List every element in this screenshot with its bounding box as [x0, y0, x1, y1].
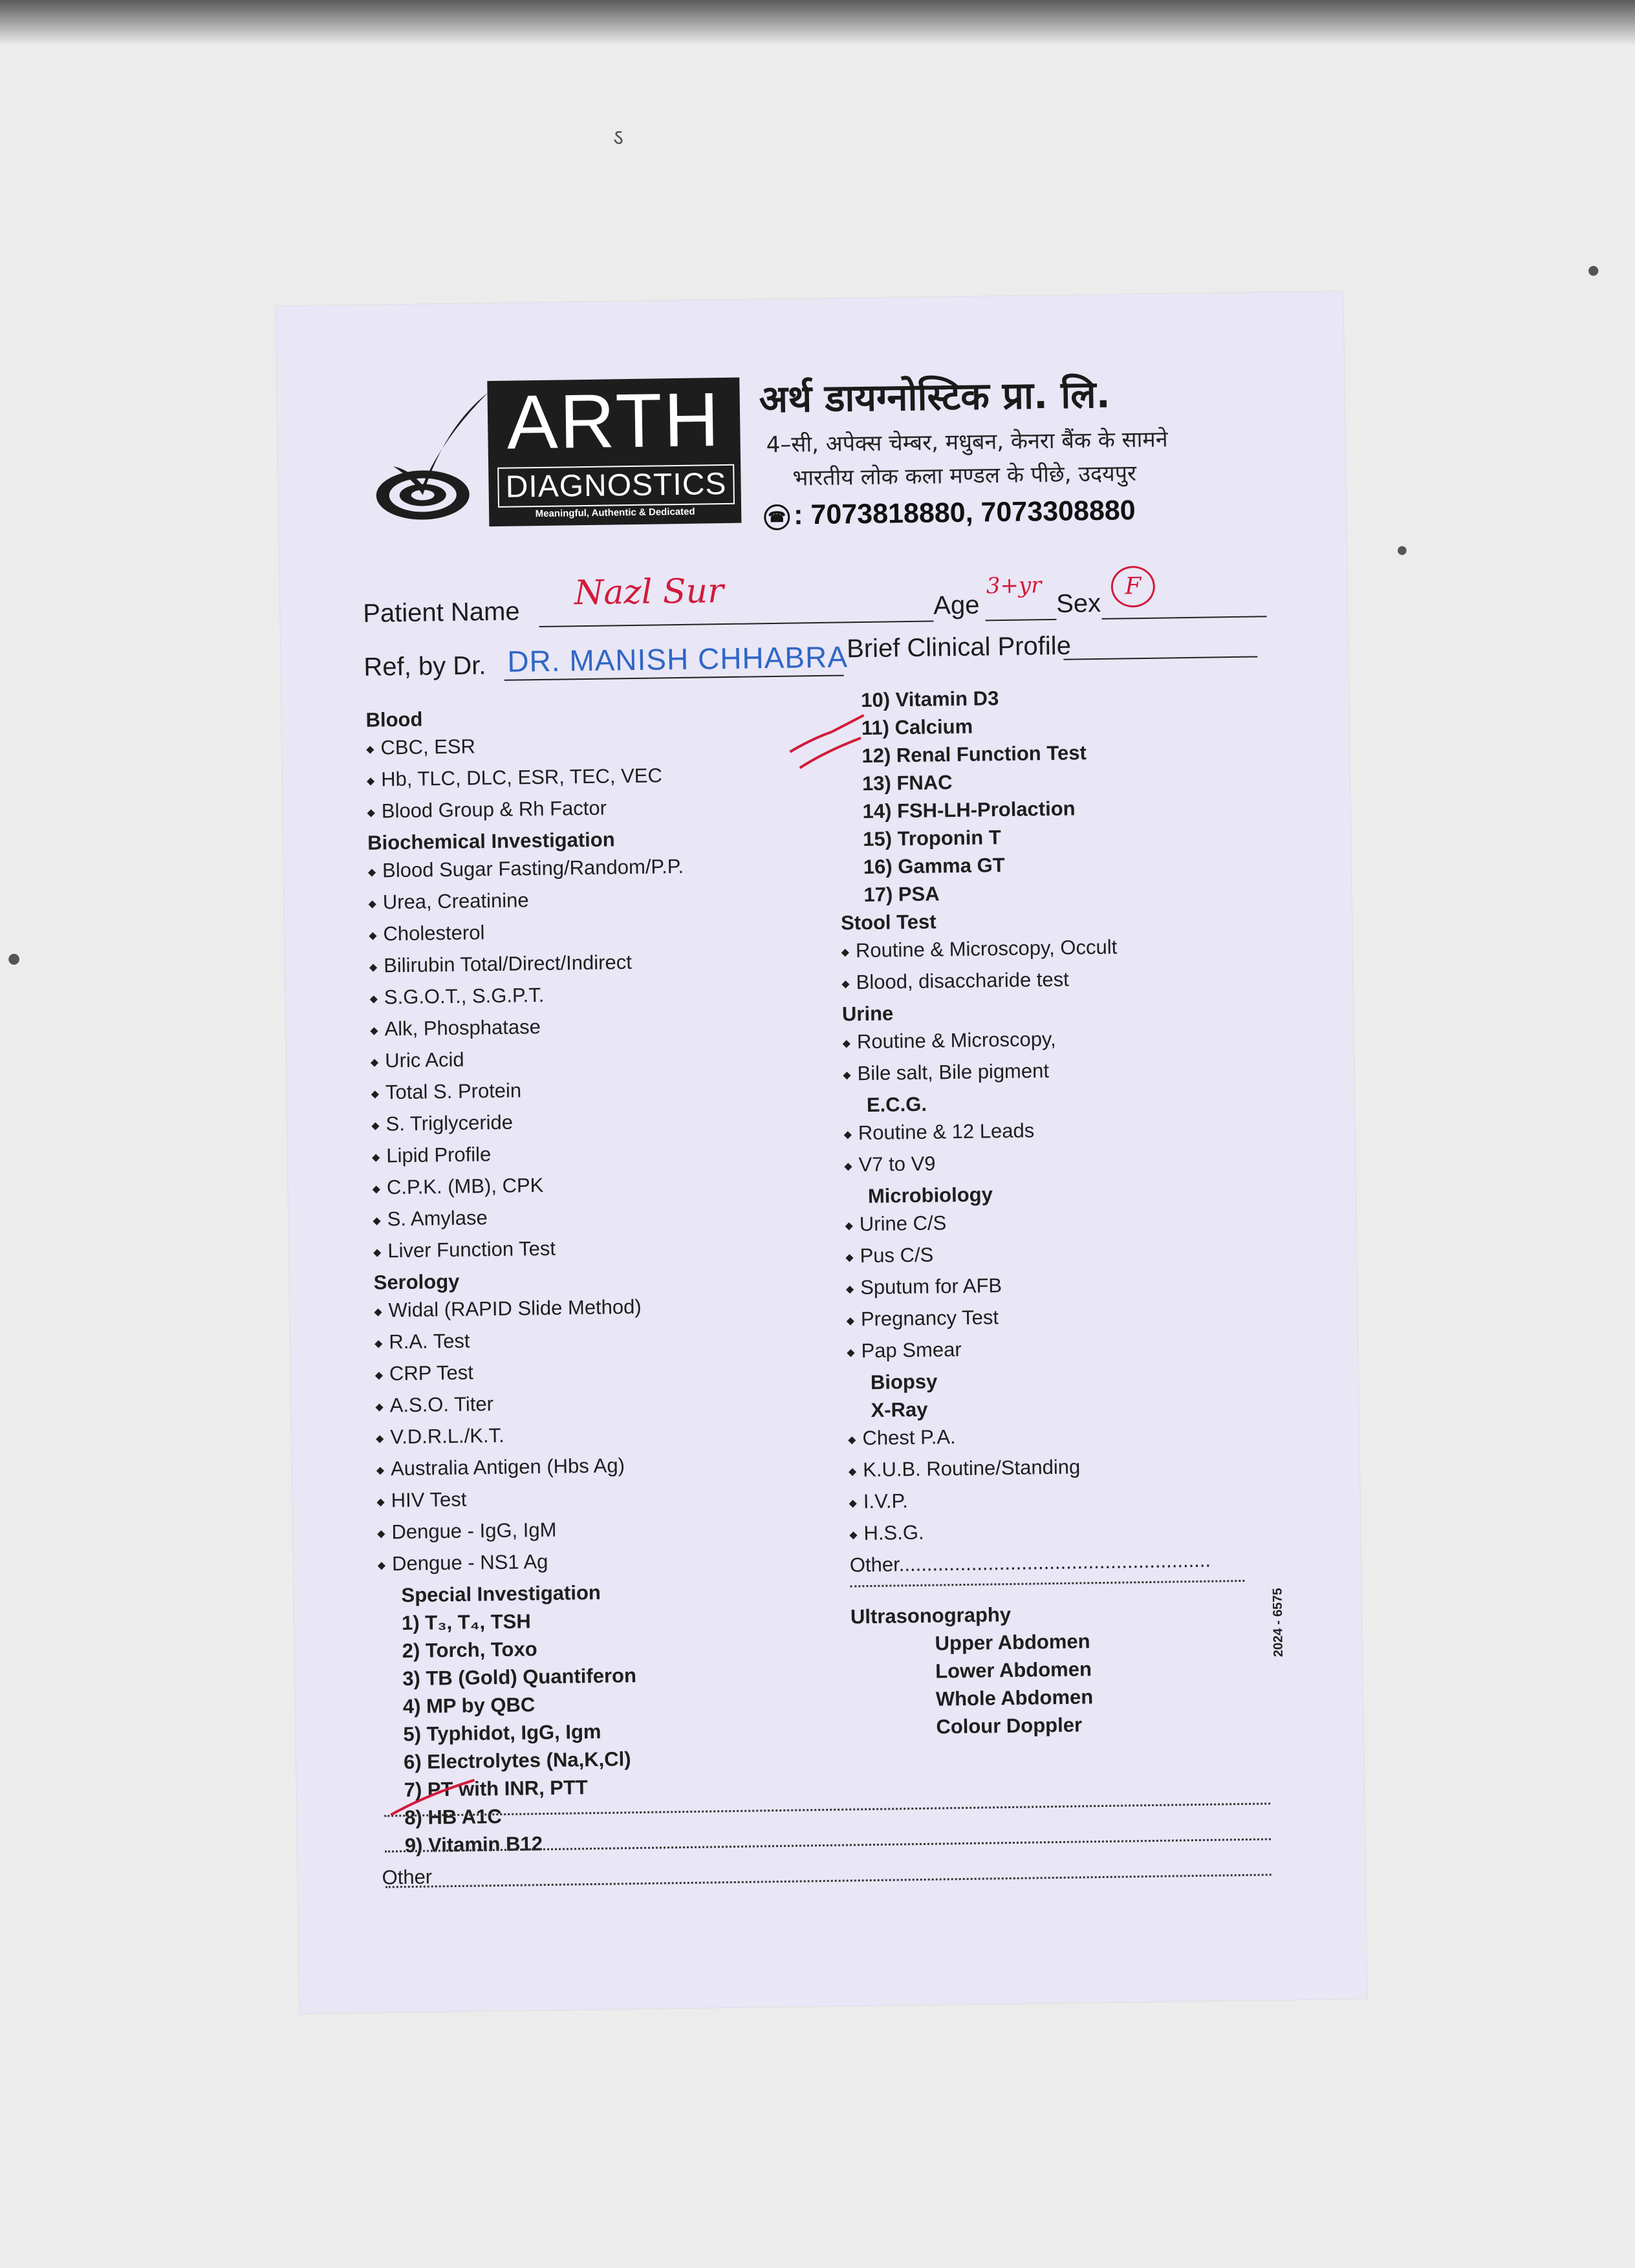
- numbered-test[interactable]: 7) PT with INR, PTT: [404, 1776, 589, 1802]
- usg-item[interactable]: Colour Doppler: [936, 1713, 1083, 1738]
- numbered-test[interactable]: 14) FSH-LH-Prolaction: [862, 797, 1076, 823]
- numbered-test[interactable]: 16) Gamma GT: [863, 853, 1005, 879]
- test-item[interactable]: ◆ Urine C/S: [845, 1204, 1311, 1242]
- sex-label: Sex: [1056, 589, 1101, 618]
- section-xray: X-Ray: [871, 1398, 928, 1421]
- section-biochemical: Biochemical Investigation: [367, 828, 615, 854]
- phone-icon: ☎: [764, 504, 790, 530]
- test-item[interactable]: ◆ V.D.R.L./K.T.: [376, 1417, 829, 1455]
- phone-text: : 7073818880, 7073308880: [793, 495, 1136, 531]
- sex-circle: [1110, 566, 1155, 608]
- test-item[interactable]: ◆ Total S. Protein: [371, 1072, 824, 1110]
- section-special-investigation: Special Investigation: [401, 1581, 601, 1607]
- test-item[interactable]: ◆ R.A. Test: [374, 1322, 828, 1360]
- test-item[interactable]: ◆ S.G.O.T., S.G.P.T.: [369, 977, 823, 1015]
- numbered-test[interactable]: 8) HB A1C: [404, 1805, 502, 1830]
- test-item[interactable]: ◆ K.U.B. Routine/Standing: [849, 1449, 1315, 1487]
- scanner-edge: [0, 0, 1635, 45]
- test-item[interactable]: ◆ Lipid Profile: [372, 1136, 825, 1174]
- test-item[interactable]: ◆ Bilirubin Total/Direct/Indirect: [369, 945, 823, 984]
- other-dotted-line[interactable]: [850, 1580, 1244, 1588]
- section-urine: Urine: [841, 1002, 894, 1026]
- target-check-logo-icon: [373, 387, 491, 524]
- usg-item[interactable]: Upper Abdomen: [935, 1630, 1090, 1655]
- right-test-list: [838, 680, 1318, 1742]
- brand-tagline: Meaningful, Authentic & Dedicated: [535, 506, 695, 520]
- clinical-profile-label: Brief Clinical Profile: [846, 631, 1072, 664]
- section-microbiology: Microbiology: [867, 1183, 993, 1208]
- other-label: Other........................................................: [849, 1548, 1211, 1577]
- left-test-list: [365, 700, 835, 1892]
- test-item[interactable]: ◆ S. Amylase: [373, 1199, 826, 1237]
- test-item[interactable]: ◆ Routine & Microscopy, Occult: [841, 930, 1307, 968]
- section-ecg: E.C.G.: [866, 1092, 927, 1117]
- test-item[interactable]: ◆ Routine & Microscopy,: [842, 1021, 1308, 1059]
- brand-subtitle: DIAGNOSTICS: [497, 464, 735, 508]
- test-item[interactable]: ◆ CBC, ESR: [366, 728, 819, 766]
- age-label: Age: [933, 590, 980, 620]
- test-item[interactable]: ◆ Pap Smear: [847, 1330, 1313, 1368]
- ref-doctor-stamp: DR. MANISH CHHABRA: [506, 640, 849, 678]
- hindi-company-name: अर्थ डायग्नोस्टिक प्रा. लि.: [759, 372, 1111, 422]
- clinical-profile-line[interactable]: [1063, 656, 1257, 660]
- ref-doctor-label: Ref, by Dr.: [363, 651, 486, 682]
- test-item[interactable]: ◆ H.S.G.: [849, 1513, 1316, 1551]
- numbered-test[interactable]: 9) Vitamin B12: [404, 1832, 543, 1857]
- section-ultrasonography: Ultrasonography: [850, 1603, 1012, 1628]
- test-item[interactable]: ◆ CRP Test: [374, 1354, 828, 1392]
- numbered-test[interactable]: 5) Typhidot, IgG, Igm: [403, 1720, 601, 1746]
- sex-handwritten: F: [1125, 573, 1142, 600]
- numbered-test[interactable]: 12) Renal Function Test: [861, 741, 1087, 768]
- test-item[interactable]: ◆ Alk, Phosphatase: [370, 1009, 823, 1047]
- scan-speck: ●: [1397, 543, 1407, 557]
- test-item[interactable]: ◆ HIV Test: [376, 1480, 830, 1518]
- test-item[interactable]: ◆ Australia Antigen (Hbs Ag): [376, 1449, 829, 1487]
- numbered-test[interactable]: 1) T₃, T₄, TSH: [401, 1610, 531, 1635]
- section-biopsy: Biopsy: [870, 1370, 938, 1394]
- test-item[interactable]: ◆ Hb, TLC, DLC, ESR, TEC, VEC: [367, 759, 820, 797]
- print-code: 2024 - 6575: [1270, 1588, 1286, 1658]
- test-item[interactable]: ◆ Liver Function Test: [373, 1231, 827, 1269]
- test-item[interactable]: ◆ Cholesterol: [369, 914, 822, 952]
- patient-name-line[interactable]: [539, 620, 934, 627]
- test-item[interactable]: ◆ Urea, Creatinine: [368, 882, 821, 920]
- test-item[interactable]: ◆ Blood Sugar Fasting/Random/P.P.: [368, 850, 821, 889]
- numbered-test[interactable]: 13) FNAC: [861, 771, 953, 795]
- test-item[interactable]: ◆ Widal (RAPID Slide Method): [374, 1290, 827, 1328]
- test-item[interactable]: ◆ Sputum for AFB: [846, 1267, 1312, 1305]
- scan-mark: ऽ: [613, 125, 623, 151]
- test-item[interactable]: ◆ Blood, disaccharide test: [841, 962, 1308, 1000]
- patient-name-label: Patient Name: [362, 597, 520, 628]
- test-item[interactable]: ◆ Uric Acid: [371, 1041, 824, 1079]
- test-item[interactable]: ◆ V7 to V9: [844, 1144, 1310, 1182]
- test-item[interactable]: ◆ Bile salt, Bile pigment: [843, 1053, 1309, 1091]
- numbered-test[interactable]: 4) MP by QBC: [402, 1693, 536, 1718]
- tick-mark-icon: [387, 1775, 478, 1822]
- patient-name-handwritten: Nazl Sur: [574, 572, 724, 613]
- test-item[interactable]: ◆ A.S.O. Titer: [375, 1385, 828, 1423]
- hindi-address-line-1: 4–सी, अपेक्स चेम्बर, मधुबन, केनरा बैंक के सामने: [766, 426, 1168, 459]
- other-label: Other: [382, 1865, 433, 1889]
- hindi-address-line-2: भारतीय लोक कला मण्डल के पीछे, उदयपुर: [792, 460, 1137, 491]
- test-item[interactable]: ◆ Dengue - IgG, IgM: [377, 1512, 830, 1550]
- numbered-test[interactable]: 10) Vitamin D3: [860, 687, 999, 712]
- test-item[interactable]: ◆ Pus C/S: [845, 1235, 1312, 1273]
- scan-speck: ●: [1588, 262, 1599, 277]
- brand-name: ARTH: [506, 377, 722, 466]
- test-item[interactable]: ◆ S. Triglyceride: [371, 1104, 825, 1142]
- sex-line[interactable]: [1102, 616, 1267, 620]
- test-item[interactable]: ◆ Chest P.A.: [848, 1418, 1314, 1456]
- test-item[interactable]: ◆ C.P.K. (MB), CPK: [372, 1167, 825, 1205]
- test-item[interactable]: ◆ Dengue - NS1 Ag: [378, 1544, 831, 1582]
- prescription-slip: [276, 292, 1367, 2014]
- numbered-test[interactable]: 17) PSA: [863, 882, 940, 907]
- numbered-test[interactable]: 6) Electrolytes (Na,K,Cl): [403, 1747, 631, 1774]
- numbered-test[interactable]: 2) Torch, Toxo: [402, 1637, 537, 1663]
- age-line[interactable]: [986, 619, 1057, 621]
- section-stool: Stool Test: [840, 910, 937, 934]
- section-serology: Serology: [373, 1269, 460, 1294]
- phone-numbers: [764, 495, 1136, 532]
- usg-item[interactable]: Whole Abdomen: [935, 1685, 1094, 1711]
- test-item[interactable]: ◆ Routine & 12 Leads: [843, 1112, 1310, 1150]
- numbered-test[interactable]: 3) TB (Gold) Quantiferon: [402, 1664, 637, 1690]
- test-item[interactable]: ◆ Pregnancy Test: [846, 1299, 1312, 1337]
- numbered-test[interactable]: 15) Troponin T: [862, 826, 1002, 851]
- age-handwritten: 3+yr: [986, 572, 1042, 599]
- section-blood: Blood: [365, 707, 423, 731]
- scan-speck: ●: [8, 951, 21, 967]
- test-item[interactable]: ◆ Blood Group & Rh Factor: [367, 791, 820, 829]
- tick-mark-icon: [786, 712, 878, 778]
- usg-item[interactable]: Lower Abdomen: [935, 1658, 1092, 1683]
- brand-logo: [487, 378, 741, 526]
- numbered-test[interactable]: 11) Calcium: [861, 715, 973, 740]
- test-item[interactable]: ◆ I.V.P.: [849, 1481, 1315, 1519]
